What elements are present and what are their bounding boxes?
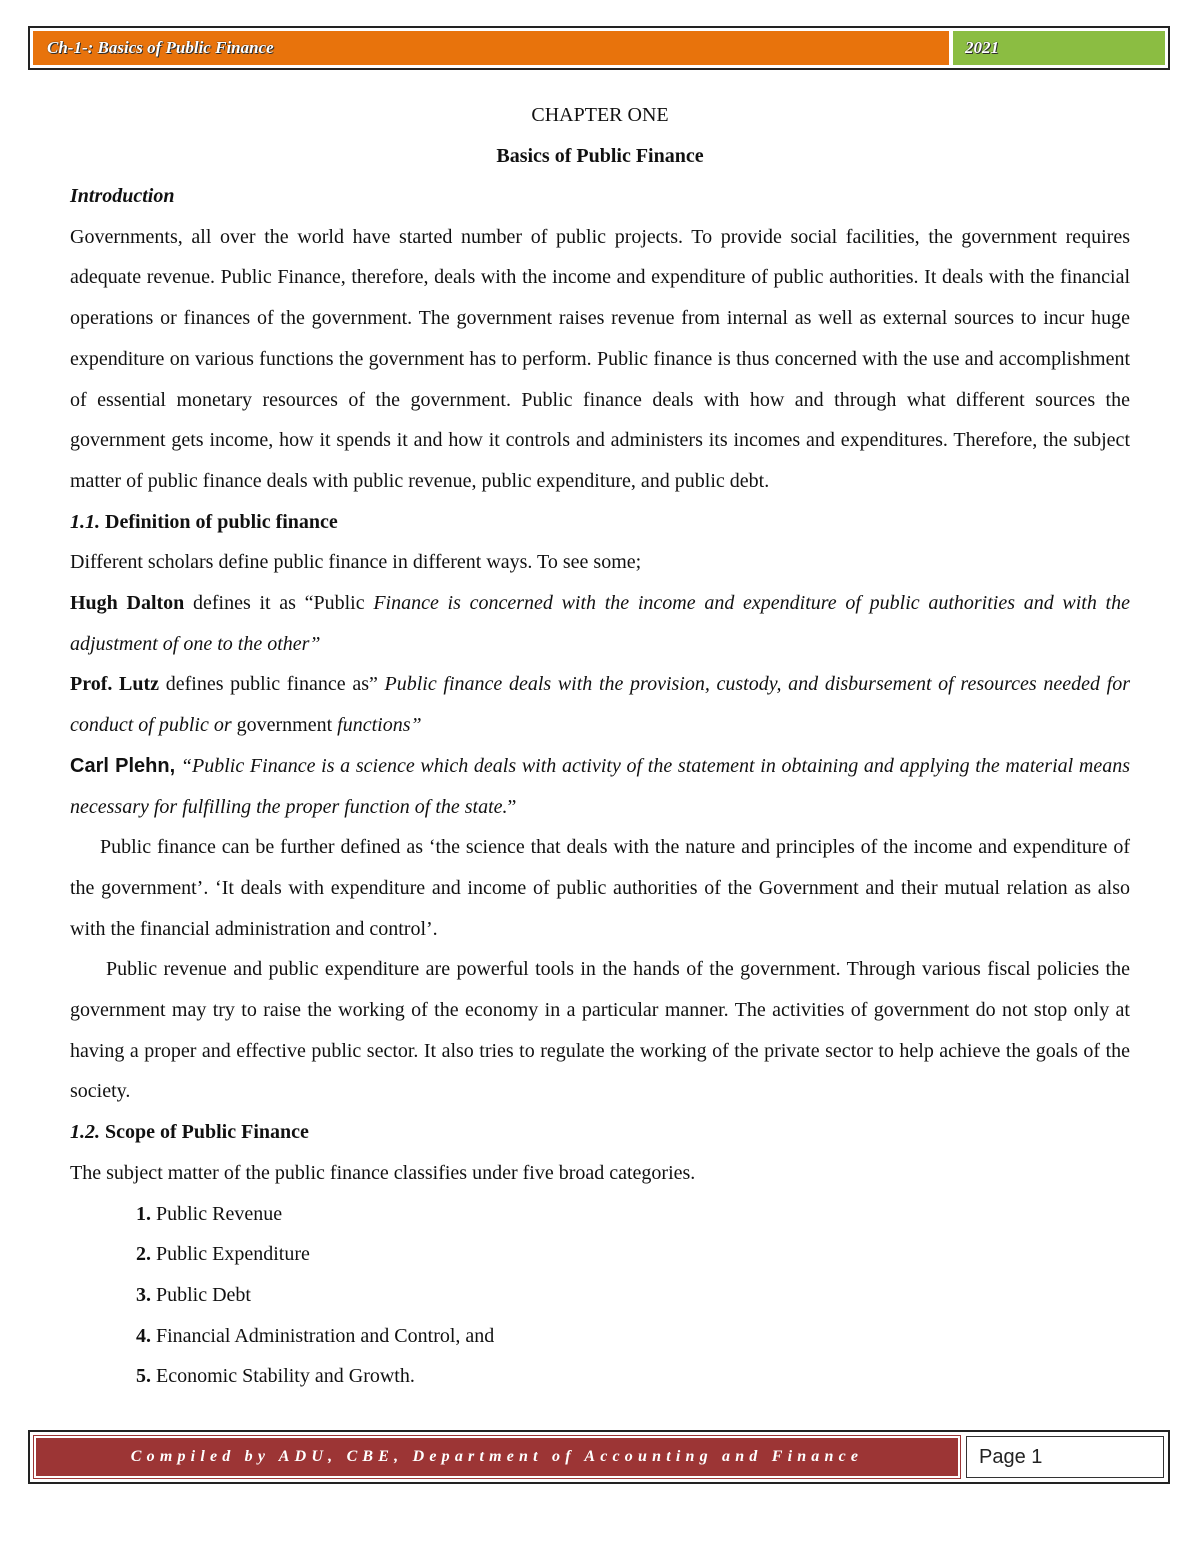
list-item-text: Financial Administration and Control, and (156, 1324, 495, 1347)
scope-list (70, 1194, 1130, 1398)
section-2-heading (70, 1112, 1130, 1153)
section-2-title: Scope of Public Finance (105, 1121, 309, 1144)
list-item-number: 5. (136, 1365, 151, 1388)
lutz-name: Prof. Lutz (70, 673, 160, 696)
list-item-number: 2. (136, 1243, 151, 1266)
page-number: Page 1 (966, 1436, 1164, 1478)
section-1-title: Definition of public finance (105, 510, 338, 533)
lutz-pre: defines public finance as” (159, 673, 385, 696)
header-title: Ch-1-: Basics of Public Finance (33, 31, 949, 65)
list-item-number: 4. (136, 1324, 151, 1347)
definition-plehn (70, 746, 1130, 827)
list-item (70, 1316, 1130, 1357)
header-year: 2021 (953, 31, 1165, 65)
definition-lutz (70, 664, 1130, 745)
page-footer (28, 1430, 1170, 1484)
chapter-label: CHAPTER ONE (531, 104, 669, 126)
section-2-lead: The subject matter of the public finance classifies under five broad categories. (70, 1161, 696, 1184)
intro-heading: Introduction (70, 185, 175, 207)
page-header (28, 26, 1170, 70)
plehn-end: ” (507, 795, 517, 818)
lutz-end: functions” (332, 714, 422, 737)
intro-paragraph: Governments, all over the world have started number of public projects. To provide social facilities, the government requires adequate revenue. Public Finance, therefore, deals with the income and expenditure of public authorities. It deals with the financial operations or finances of the government. The government raises revenue from internal as well as external sources to incur huge expenditure on various functions the government has to perform. Public finance is thus concerned with the use and accomplishment of essential monetary resources of the government. Public finance deals with how and through what different sources the government gets income, how it spends it and how it controls and administers its incomes and expenditures. Therefore, the subject matter of public finance deals with public revenue, public expenditure, and public debt. (70, 225, 1130, 492)
definition-paragraph-2: Public revenue and public expenditure are powerful tools in the hands of the government. Through various fiscal policies the government may try to raise the working of the economy in a particular manner. The activities of government do not stop only at having a proper and effective public sector. It also tries to regulate the working of the private sector to help achieve the goals of the society. (70, 958, 1130, 1103)
list-item-number: 3. (136, 1283, 151, 1306)
lutz-quote: Public finance deals with the provision, custody, and disbursement of resources needed for conduct of public or (70, 673, 1130, 737)
section-1-heading (70, 502, 1130, 543)
list-item-text: Public Debt (156, 1283, 251, 1306)
list-item-number: 1. (136, 1202, 151, 1225)
section-2-number: 1.2. (70, 1121, 100, 1144)
list-item-text: Public Expenditure (156, 1243, 310, 1266)
section-1-lead: Different scholars define public finance in different ways. To see some; (70, 551, 642, 574)
plehn-quote: “Public Finance is a science which deals with activity of the statement in obtaining and applying the material means necessary for fulfilling the proper function of the state. (70, 754, 1131, 818)
document-body (70, 92, 1130, 1397)
list-item-text: Public Revenue (156, 1202, 283, 1225)
definition-paragraph-1: Public finance can be further defined as ‘the science that deals with the nature and principles of the income and expenditure of the government’. ‘It deals with expenditure and income of public authorities of the Government and their mutual relation as also with the financial administration and control’. (70, 836, 1130, 940)
list-item (70, 1234, 1130, 1275)
plehn-name: Carl Plehn, (70, 754, 176, 777)
list-item (70, 1275, 1130, 1316)
dalton-pre: defines it as “Public (184, 592, 374, 615)
footer-compiled-by: Compiled by ADU, CBE, Department of Accounting and Finance (34, 1436, 960, 1478)
chapter-title: Basics of Public Finance (496, 145, 704, 167)
dalton-quote: Finance is concerned with the income and expenditure of public authorities and with the adjustment of one to the other” (70, 592, 1130, 655)
list-item (70, 1194, 1130, 1235)
list-item (70, 1356, 1130, 1397)
definition-dalton (70, 583, 1130, 664)
dalton-name: Hugh Dalton (70, 592, 185, 615)
section-1-number: 1.1. (70, 510, 100, 533)
lutz-mid: government (236, 714, 333, 737)
list-item-text: Economic Stability and Growth. (156, 1365, 415, 1388)
